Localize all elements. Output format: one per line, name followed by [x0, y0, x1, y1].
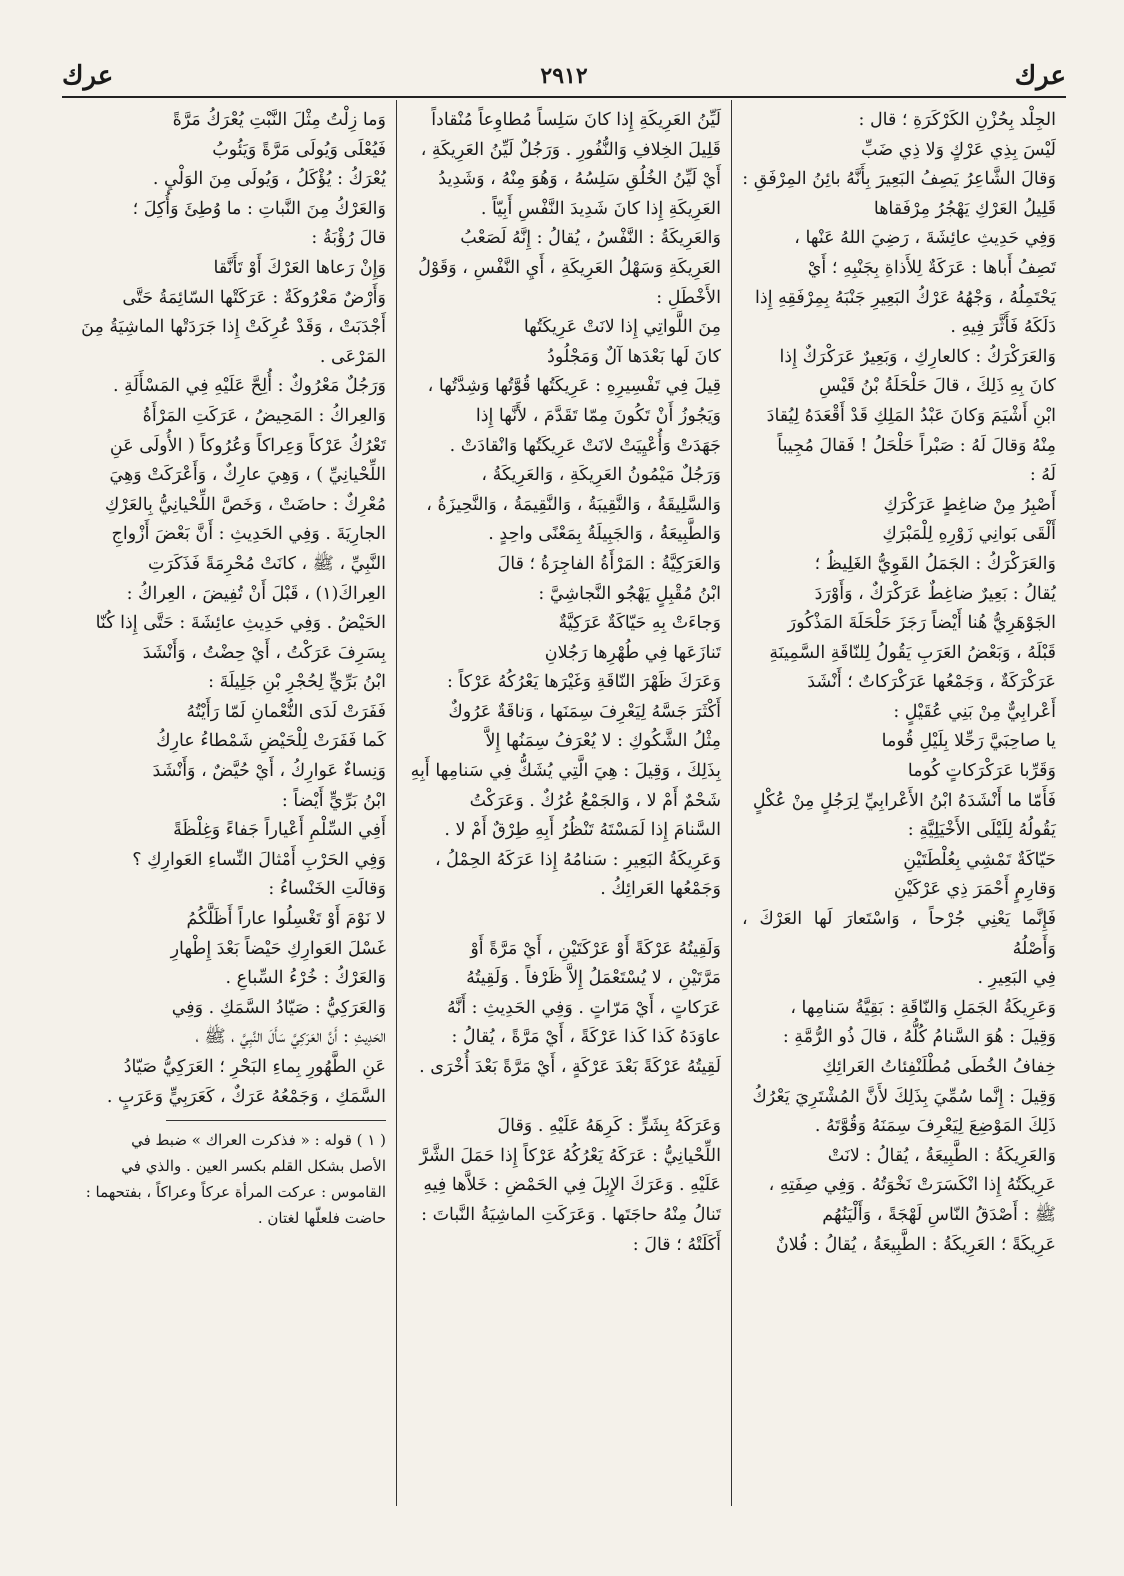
page-number: ٢٩١٢ — [540, 63, 588, 89]
text-line: أَيْ لَيِّنُ الخُلُقِ سَلِسُهُ ، وَهُوَ مِنْهُ ، وَشَدِيدُ — [438, 169, 721, 190]
column-right — [732, 100, 1066, 1506]
text-line: وَقارِمٍ أَحْمَرَ ذِي عَرْكَيْنِ — [893, 879, 1056, 900]
text-line: أَعْرابِيٌّ مِنْ بَنِي عُقَيْلٍ : — [893, 701, 1056, 722]
text-line: وَالعَرَكْرَكُ : الجَمَلُ القَوِيُّ الغَلِيظُ ؛ — [814, 553, 1056, 574]
text-line: وَعَرِيكَةُ الجَمَلِ وَالنّاقَةِ : بَقِيَّةُ سَنامِها ، — [790, 997, 1056, 1018]
text-line: يَقُولُهُ لِلَيْلَى الأَخْيَلِيَّةِ : — [907, 820, 1056, 841]
text-line: بِسَرِفَ عَرَكْتُ ، أَيْ حِضْتُ ، وَأَنْشَدَ — [142, 642, 386, 663]
text-line: وَالسَّلِيقَةُ ، وَالنَّقِيبَةُ ، وَالنَّقِيمَةُ ، وَالنَّحِيزَةُ ، — [426, 494, 721, 515]
footnote-line: القاموس : عركت المرأة عركاً وعراكاً ، بفتحهما : — [85, 1183, 386, 1202]
text-line: تَصِفُ أَباها : عَرَكَةٌ لِلأَذاةِ بِجَنْبِهِ ؛ أَيْ — [807, 257, 1056, 278]
column-middle — [397, 100, 732, 1506]
text-line: ابْنُ مُقْبِلٍ يَهْجُو النَّجاشِيَّ : — [538, 583, 721, 604]
text-line: ﷺ : أَصْدَقُ النّاسِ لَهْجَةً ، وَأَلْيَنُهُم — [822, 1204, 1056, 1225]
text-line — [407, 905, 721, 935]
text-line: وَالعَرَكْرَكُ : كالعارِكِ ، وَبَعِيرٌ عَرَكْرَكٌ إِذا — [779, 346, 1056, 367]
text-line: يُقالُ : بَعِيرٌ ضاغِطٌ عَرَكْرَكٌ ، وَأَوْرَدَ — [814, 583, 1056, 604]
text-line: وَالعِراكُ : المَحِيضُ ، عَرَكَتِ المَرْأَةُ — [142, 405, 386, 426]
text-line: خِفافُ الخُطَى مُطْلَنْفِئاتُ العَرائِكِ — [822, 1057, 1056, 1077]
text-line: الجارِيَةَ . وَفِي الحَدِيثِ : أَنَّ بَعْضَ أَزْواجِ — [111, 524, 386, 545]
text-line: وَإِنْ رَعاها العَرْكَ أَوْ تَأَنَّقا — [213, 257, 386, 278]
text-line: قَبْلَهُ ، وَبَعْضُ العَرَبِ يَقُولُ لِلنّاقَةِ السَّمِينَةِ — [769, 642, 1056, 663]
text-line: العَرِيكَةِ وَسَهْلُ العَرِيكَةِ ، أَيِ النَّفْسِ ، وَقَوْلُ — [418, 257, 721, 278]
text-line: وَفِي الحَرْبِ أَمْثالَ النِّساءِ العَوارِكِ ؟ — [132, 849, 386, 870]
text-line: الأَخْطَلِ : — [656, 287, 721, 308]
text-line: ذَلِكَ المَوْضِعَ لِيَعْرِفَ سِمَنَهُ وَقُوَّتَهُ . — [814, 1116, 1056, 1137]
text-line: الحَدِيثِ : أَنَّ العَرَكِيَّ سَأَلَ النَّبِيَّ ، ﷺ ، — [195, 1027, 386, 1048]
text-line: وَقالَ الشَّاعِرُ يَصِفُ البَعِيرَ بِأَنَّهُ بائِنُ المِرْفَقِ : — [742, 169, 1056, 190]
text-line: أَكْثَرَ جَسَّهُ لِيَعْرِفَ سِمَنَها ، وَناقَةٌ عَرُوكٌ — [448, 701, 721, 722]
text-line: وَجَمْعُها العَرائِكُ . — [600, 879, 721, 900]
text-columns — [62, 100, 1066, 1506]
text-line: أَصْبِرُ مِنْ ضاغِطٍ عَرَكْرَكِ — [883, 494, 1056, 515]
text-line: كَما فَفَرَتْ لِلْحَيْضِ شَمْطاءُ عارِكُ — [156, 731, 386, 752]
text-line: وَالعَرَكِيُّ : صَيّادُ السَّمَكِ . وَفِي — [171, 997, 386, 1018]
text-line: عَرَكاتٍ ، أَيْ مَرّاتٍ . وَفِي الحَدِيثِ : أَنَّهُ — [446, 997, 721, 1018]
text-line: لا نَوْمَ أَوْ تَغْسِلُوا عاراً أَظَلَّكُمُ — [186, 909, 386, 930]
text-line: وَقَرِّبا عَرَكْرَكاتٍ كُوما — [907, 761, 1056, 782]
text-line: السَّمَكِ ، وَجَمْعُهُ عَرَكٌ ، كَعَرَبِيٍّ وَعَرَبٍ . — [106, 1086, 386, 1107]
column-left — [62, 100, 397, 1506]
text-line: مُعْرِكٌ : حاضَتْ ، وَخَصَّ اللِّحْيانِيُّ بِالعَرْكِ — [104, 494, 386, 515]
text-line: وَرَجُلٌ مَعْرُوكٌ : أُلِحَّ عَلَيْهِ فِي المَسْأَلَةِ . — [112, 376, 386, 397]
text-line: فَأَمّا ما أَنْشَدَهُ ابْنُ الأَعْرابِيِّ لِرَجُلٍ مِنْ عُكْلٍ — [752, 790, 1056, 811]
text-line: فَفَرَتْ لَدَى النُّعْمانِ لَمّا رَأَيْتُهُ — [186, 701, 386, 722]
text-line: دَلَكَهُ فَأَثَّرَ فِيهِ . — [950, 317, 1056, 338]
text-line: قَلِيلُ العَرْكِ يَهْجُرُ مِرْفَقاها — [873, 198, 1056, 219]
text-line: تَنالُ مِنْهُ حاجَتَها . وَعَرَكَتِ الماشِيَةُ النَّباتَ : — [421, 1204, 721, 1225]
text-line: قِيلَ فِي تَفْسِيرِهِ : عَرِيكَتُها قُوَّتُها وَشِدَّتُها ، — [427, 376, 721, 397]
text-line: مِثْلُ الشَّكُوكِ : لا يُعْرَفُ سِمَنُها إِلاَّ — [485, 731, 721, 752]
text-line: وَعَرَكَهُ بِشَرٍّ : كَرِهَهُ عَلَيْهِ . وَقالَ — [497, 1116, 721, 1137]
text-line: السَّنامَ إِذا لَمَسْتَهُ تَنْظُرُ أَبِهِ طِرْقٌ أَمْ لا . — [444, 820, 721, 841]
text-line: عَرِيكَةً ؛ العَرِيكَةُ : الطَّبِيعَةُ ، يُقالُ : فُلانٌ — [775, 1234, 1056, 1255]
text-line: أَكَلَتْهُ ؛ قالَ : — [632, 1234, 721, 1255]
text-line: أَفِي السِّلْمِ أَعْياراً جَفاءً وَغِلْظَةً — [173, 820, 386, 841]
text-line: ابْنِ أَشْيَمَ وَكانَ عَبْدُ المَلِكِ قَدْ أَقْعَدَهُ لِيُقادَ — [766, 405, 1056, 426]
text-line: مِنْهُ وَقالَ لَهُ : صَبْراً حَلْحَلُ ! فَقالَ مُجِيباً — [777, 435, 1056, 456]
text-line: كانَ بِهِ ذَلِكَ ، قالَ حَلْحَلَةُ بْنُ قَيْسِ — [819, 376, 1056, 397]
text-line: وَما زِلْتُ مِثْلَ النَّبْتِ يُعْرَكُ مَرَّةً — [172, 110, 386, 130]
text-line: وَجاءَتْ بِهِ حَيّاكَةٌ عَرَكِيَّةٌ — [558, 613, 721, 634]
text-line: يَحْتَمِلُهُ ، وَجْهُهُ عَرْكُ البَعِيرِ جَنْبَهُ بِمِرْفَقِهِ إِذا — [755, 287, 1056, 308]
text-line: العَرِيكَةِ إِذا كانَ شَدِيدَ النَّفْسِ أَبِيّاً . — [480, 198, 721, 219]
text-line: غَسْلَ العَوارِكِ حَيْضاً بَعْدَ إِطْهارِ — [170, 938, 386, 959]
text-line: اللِّحْيانِيِّ ) ، وَهِيَ عارِكٌ ، وَأَعْرَكَتْ وَهِيَ — [109, 465, 386, 486]
text-line: اللِّحْيانِيُّ : عَرَكَهُ يَعْرُكُهُ عَرْكاً إِذا حَمَلَ الشَّرَّ — [419, 1145, 721, 1166]
text-line: شَحْمٌ أَمْ لا ، وَالجَمْعُ عُرُكٌ . وَعَرَكْتُ — [469, 790, 721, 811]
text-line: وَالعَرْكُ : خُرْءُ السِّباعِ . — [225, 968, 386, 989]
text-line: أَجْدَبَتْ ، وَقَدْ عُرِكَتْ إِذا جَرَدَتْها الماشِيَةُ مِنَ — [81, 317, 386, 338]
text-line: وَرَجُلٌ مَيْمُونُ العَرِيكَةِ ، وَالعَرِيكَةُ ، — [481, 465, 721, 486]
text-line: عاوَدَهُ كَذا كَذا عَرْكَةً ، أَيْ مَرَّةً ، يُقالُ : — [451, 1027, 721, 1048]
text-line: وَفِي حَدِيثِ عائِشَةَ ، رَضِيَ اللهُ عَنْها ، — [794, 228, 1056, 249]
text-line: فَيُعْلَى وَيُولَى مَرَّةً وَيَئُوبُ — [212, 139, 386, 160]
text-line: وَعَرَكَ ظَهْرَ النّاقَةِ وَغَيْرَها يَعْرُكُهُ عَرْكاً : — [447, 672, 721, 693]
footnote-line: الأصل بشكل القلم بكسر العين . والذي في — [121, 1157, 386, 1176]
text-line — [407, 1083, 721, 1113]
text-line: لَقِيتُهُ عَرْكَةً بَعْدَ عَرْكَةٍ ، أَيْ مَرَّةً بَعْدَ أُخْرَى . — [419, 1057, 721, 1077]
text-line: أَلْقَى بَوانِي زَوْرِهِ لِلْمَبْرَكِ — [882, 524, 1056, 545]
text-line: بِذَلِكَ ، وَقِيلَ : هِيَ الَّتِي يُشَكُّ فِي سَنامِها أَبِهِ — [410, 761, 721, 782]
text-line: وَالطَّبِيعَةُ ، وَالجَبِيلَةُ بِمَعْنًى واحِدٍ . — [488, 524, 721, 545]
text-line: وَنِساءٌ عَوارِكُ ، أَيْ حُيَّضٌ ، وَأَنْشَدَ — [152, 761, 386, 782]
text-line: وَأَرْضٌ مَعْرُوكَةٌ : عَرَكَتْها السّائِمَةُ حَتَّى — [122, 287, 386, 308]
text-line: وَيَجُوزُ أَنْ تَكُونَ مِمّا تَقَدَّمَ ، لأَنَّها إِذا — [475, 405, 721, 426]
text-line: لَهُ : — [1029, 465, 1056, 486]
text-line: قَلِيلَ الخِلافِ وَالنُّفُورِ . وَرَجُلٌ لَيِّنُ العَرِيكَةِ ، — [420, 139, 721, 160]
text-line: تَنازَعَها فِي طُهْرِها رَجُلانِ — [544, 642, 721, 663]
text-line: وَالعَرَكِيَّةُ : المَرْأَةُ الفاجِرَةُ ؛ قالَ — [497, 553, 721, 574]
text-line: حَيّاكَةٌ تَمْشِي بِعُلْطَتَيْنِ — [903, 849, 1056, 870]
text-line: الحَيْضُ . وَفِي حَدِيثِ عائِشَةَ : حَتَّى إِذا كُنّا — [95, 613, 386, 634]
text-line: يا صاحِبَيَّ رَحِّلا بِلَيْلِ قُوما — [881, 731, 1056, 752]
text-line: جَهَدَتْ وَأُعْيِيَتْ لانَتْ عَرِيكَتُها وَانْقادَتْ . — [449, 435, 721, 456]
text-line: ابْنُ بَرِّيٍّ أَيْضاً : — [281, 790, 386, 811]
text-line: وَعَرِيكَةُ البَعِيرِ : سَنامُهُ إِذا عَرَكَهُ الحِمْلُ ، — [434, 849, 721, 870]
text-line: وَقِيلَ : إِنَّما سُمِّيَ بِذَلِكَ لأَنَّ المُشْتَرِيَ يَعْرُكُ — [752, 1086, 1056, 1107]
text-line: وَقالَتِ الخَنْساءُ : — [268, 879, 386, 900]
text-line: العِراكَ(١) ، قَبْلَ أَنْ تُفِيضَ ، العِراكُ : — [126, 583, 386, 604]
text-line: المَرْعَى . — [319, 346, 386, 367]
text-line: عَنِ الطَّهُورِ بِماءِ البَحْرِ ؛ العَرَكِيُّ صَيّادُ — [123, 1057, 386, 1077]
text-line: وَالعَرِيكَةُ : الطَّبِيعَةُ ، يُقالُ : لانَتْ — [827, 1145, 1056, 1166]
text-line: النَّبِيِّ ، ﷺ ، كانَتْ مُحْرِمَةً فَذَكَرَتِ — [148, 553, 386, 574]
text-line: يُعْرَكُ : يُؤْكَلُ ، وَيُولَى مِنَ الوَلْيِ . — [152, 169, 386, 190]
text-line: عَرِيكَتُهُ إِذا انْكَسَرَتْ نَخْوَتُهُ . وَفِي صِفَتِهِ ، — [768, 1175, 1056, 1196]
text-line: الجَوْهَرِيُّ هُنا أَيْضاً رَجَزَ حَلْحَلَةَ المَذْكُورَ — [787, 613, 1056, 634]
footnote — [72, 1127, 386, 1231]
text-line: وَقِيلَ : هُوَ السَّنامُ كُلُّهُ ، قالَ ذُو الرُّمَّةِ : — [782, 1027, 1056, 1048]
text-line: قالَ رُؤْبَةُ : — [311, 228, 386, 249]
text-line: مِنَ اللَّواتِي إِذا لانَتْ عَرِيكَتُها — [523, 317, 721, 338]
text-line: الجِلْد بِحُزْنِ الكَرْكَرَةِ ؛ قال : — [858, 110, 1056, 130]
header-entry-word-left: عرك — [62, 61, 114, 91]
text-line: عَرَكْرَكَةٌ ، وَجَمْعُها عَرَكْرَكاتٌ ؛ أَنْشَدَ — [807, 672, 1056, 693]
text-line: مَرَّتَيْنِ ، لا يُسْتَعْمَلُ إِلاَّ ظَرْفاً . وَلَقِيتُهُ — [466, 968, 721, 989]
text-line: لَيِّنُ العَرِيكَةِ إِذا كانَ سَلِساً مُطاوِعاً مُنْقاداً — [431, 110, 721, 130]
text-line: عَلَيْهِ . وَعَرَكَ الإِبِلَ فِي الحَمْضِ : خَلاَّها فِيهِ — [423, 1175, 721, 1196]
footnote-line: ( ١ ) قوله : « فذكرت العراك » ضبط في — [131, 1131, 386, 1150]
footnote-line: حاضت فلعلّها لغتان . — [257, 1209, 386, 1228]
text-line: تَعْرُكُ عَرْكاً وَعِراكاً وَعُرُوكاً ( الأُولَى عَنِ — [109, 435, 386, 456]
header-entry-word-right: عرك — [1014, 61, 1066, 91]
text-line: فِي البَعِيرِ . — [977, 968, 1056, 989]
text-line: فَإِنَّما يَعْنِي جُرْحاً ، وَاسْتَعارَ لَها العَرْكَ ، وَأَصْلُهُ — [742, 909, 1056, 959]
footnote-separator — [166, 1120, 386, 1121]
text-line: كانَ لَها بَعْدَها آلٌ وَمَجْلُودُ — [547, 346, 721, 367]
text-line: وَلَقِيتُهُ عَرْكَةً أَوْ عَرْكَتَيْنِ ، أَيْ مَرَّةً أَوْ — [470, 938, 721, 959]
text-line: لَيْسَ بِذِي عَرْكٍ وَلا ذِي ضَبِّ — [861, 139, 1056, 160]
text-line: ابْنُ بَرِّيٍّ لِحُجْرِ بْنِ جَلِيلَةَ : — [208, 672, 386, 693]
page-header — [62, 56, 1066, 98]
text-line: وَالعَرِيكَةُ : النَّفْسُ ، يُقالُ : إِنَّهُ لَصَعْبُ — [460, 228, 721, 249]
text-line: وَالعَرْكُ مِنَ النَّباتِ : ما وُطِئَ وَأُكِلَ ؛ — [132, 198, 386, 219]
